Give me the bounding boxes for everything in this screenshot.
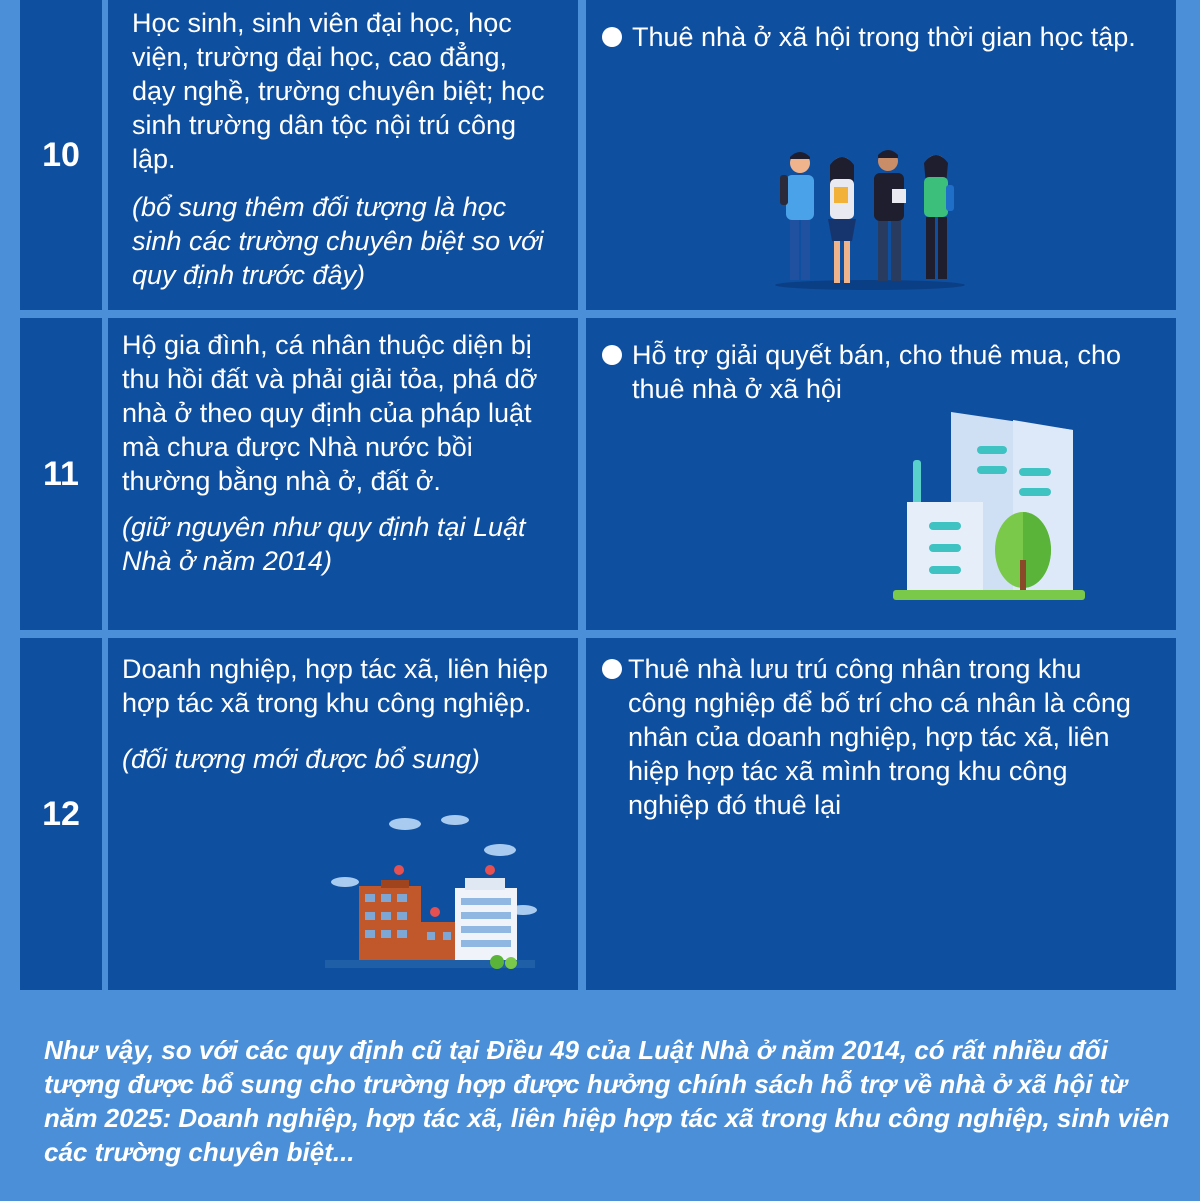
bullet-dot-icon bbox=[602, 345, 622, 365]
building-illustration-icon bbox=[893, 410, 1093, 605]
subject-text: Doanh nghiệp, hợp tác xã, liên hiệp hợp tác xã trong khu công nghiệp. bbox=[122, 654, 549, 718]
policy-text: Hỗ trợ giải quyết bán, cho thuê mua, cho thuê nhà ở xã hội bbox=[632, 340, 1121, 404]
row-number: 10 bbox=[42, 135, 80, 174]
policy-text: Thuê nhà ở xã hội trong thời gian học tập. bbox=[632, 22, 1136, 52]
row-number: 12 bbox=[42, 794, 80, 833]
bullet-dot-icon bbox=[602, 659, 622, 679]
note-text: (bổ sung thêm đối tượng là học sinh các trường chuyên biệt so với quy định trước đây) bbox=[132, 192, 544, 290]
row-10-subject-cell bbox=[108, 0, 578, 310]
policy-text: Thuê nhà lưu trú công nhân trong khu công nghiệp để bố trí cho cá nhân là công nhân của doanh nghiệp, hợp tác xã, liên hiệp hợp tác xã mình trong khu công nghiệp đó thuê lại bbox=[628, 654, 1131, 820]
note-text: (giữ nguyên như quy định tại Luật Nhà ở năm 2014) bbox=[122, 512, 526, 576]
footer-summary-text: Như vậy, so với các quy định cũ tại Điều 49 của Luật Nhà ở năm 2014, có rất nhiều đối tượng được bổ sung cho trường hợp được hưởng chính sách hỗ trợ về nhà ở xã hội từ năm 2025: Doanh nghiệp, hợp tác xã, liên hiệp hợp tác xã trong khu công nghiệp, sinh viên các trường chuyên biệt... bbox=[44, 1035, 1170, 1167]
policy-bullet bbox=[602, 20, 1136, 54]
row-12-number-cell bbox=[20, 638, 102, 990]
bullet-dot-icon bbox=[602, 27, 622, 47]
students-illustration-icon bbox=[770, 145, 970, 295]
subject-text: Học sinh, sinh viên đại học, học viện, trường đại học, cao đẳng, dạy nghề, trường chuyên biệt; học sinh trường dân tộc nội trú công lập. bbox=[132, 8, 545, 174]
note-text: (đối tượng mới được bổ sung) bbox=[122, 744, 480, 774]
industrial-buildings-illustration-icon bbox=[285, 812, 545, 972]
subject-text: Hộ gia đình, cá nhân thuộc diện bị thu hồi đất và phải giải tỏa, phá dỡ nhà ở theo quy định của pháp luật mà chưa được Nhà nước bồi thường bằng nhà ở, đất ở. bbox=[122, 330, 538, 496]
row-12-policy-cell bbox=[586, 638, 1176, 990]
row-11-subject-cell bbox=[108, 318, 578, 630]
policy-bullet bbox=[602, 338, 1136, 406]
policy-bullet bbox=[602, 652, 1136, 822]
row-number: 11 bbox=[43, 454, 79, 493]
row-11-number-cell bbox=[20, 318, 102, 630]
row-10-number-cell bbox=[20, 0, 102, 310]
